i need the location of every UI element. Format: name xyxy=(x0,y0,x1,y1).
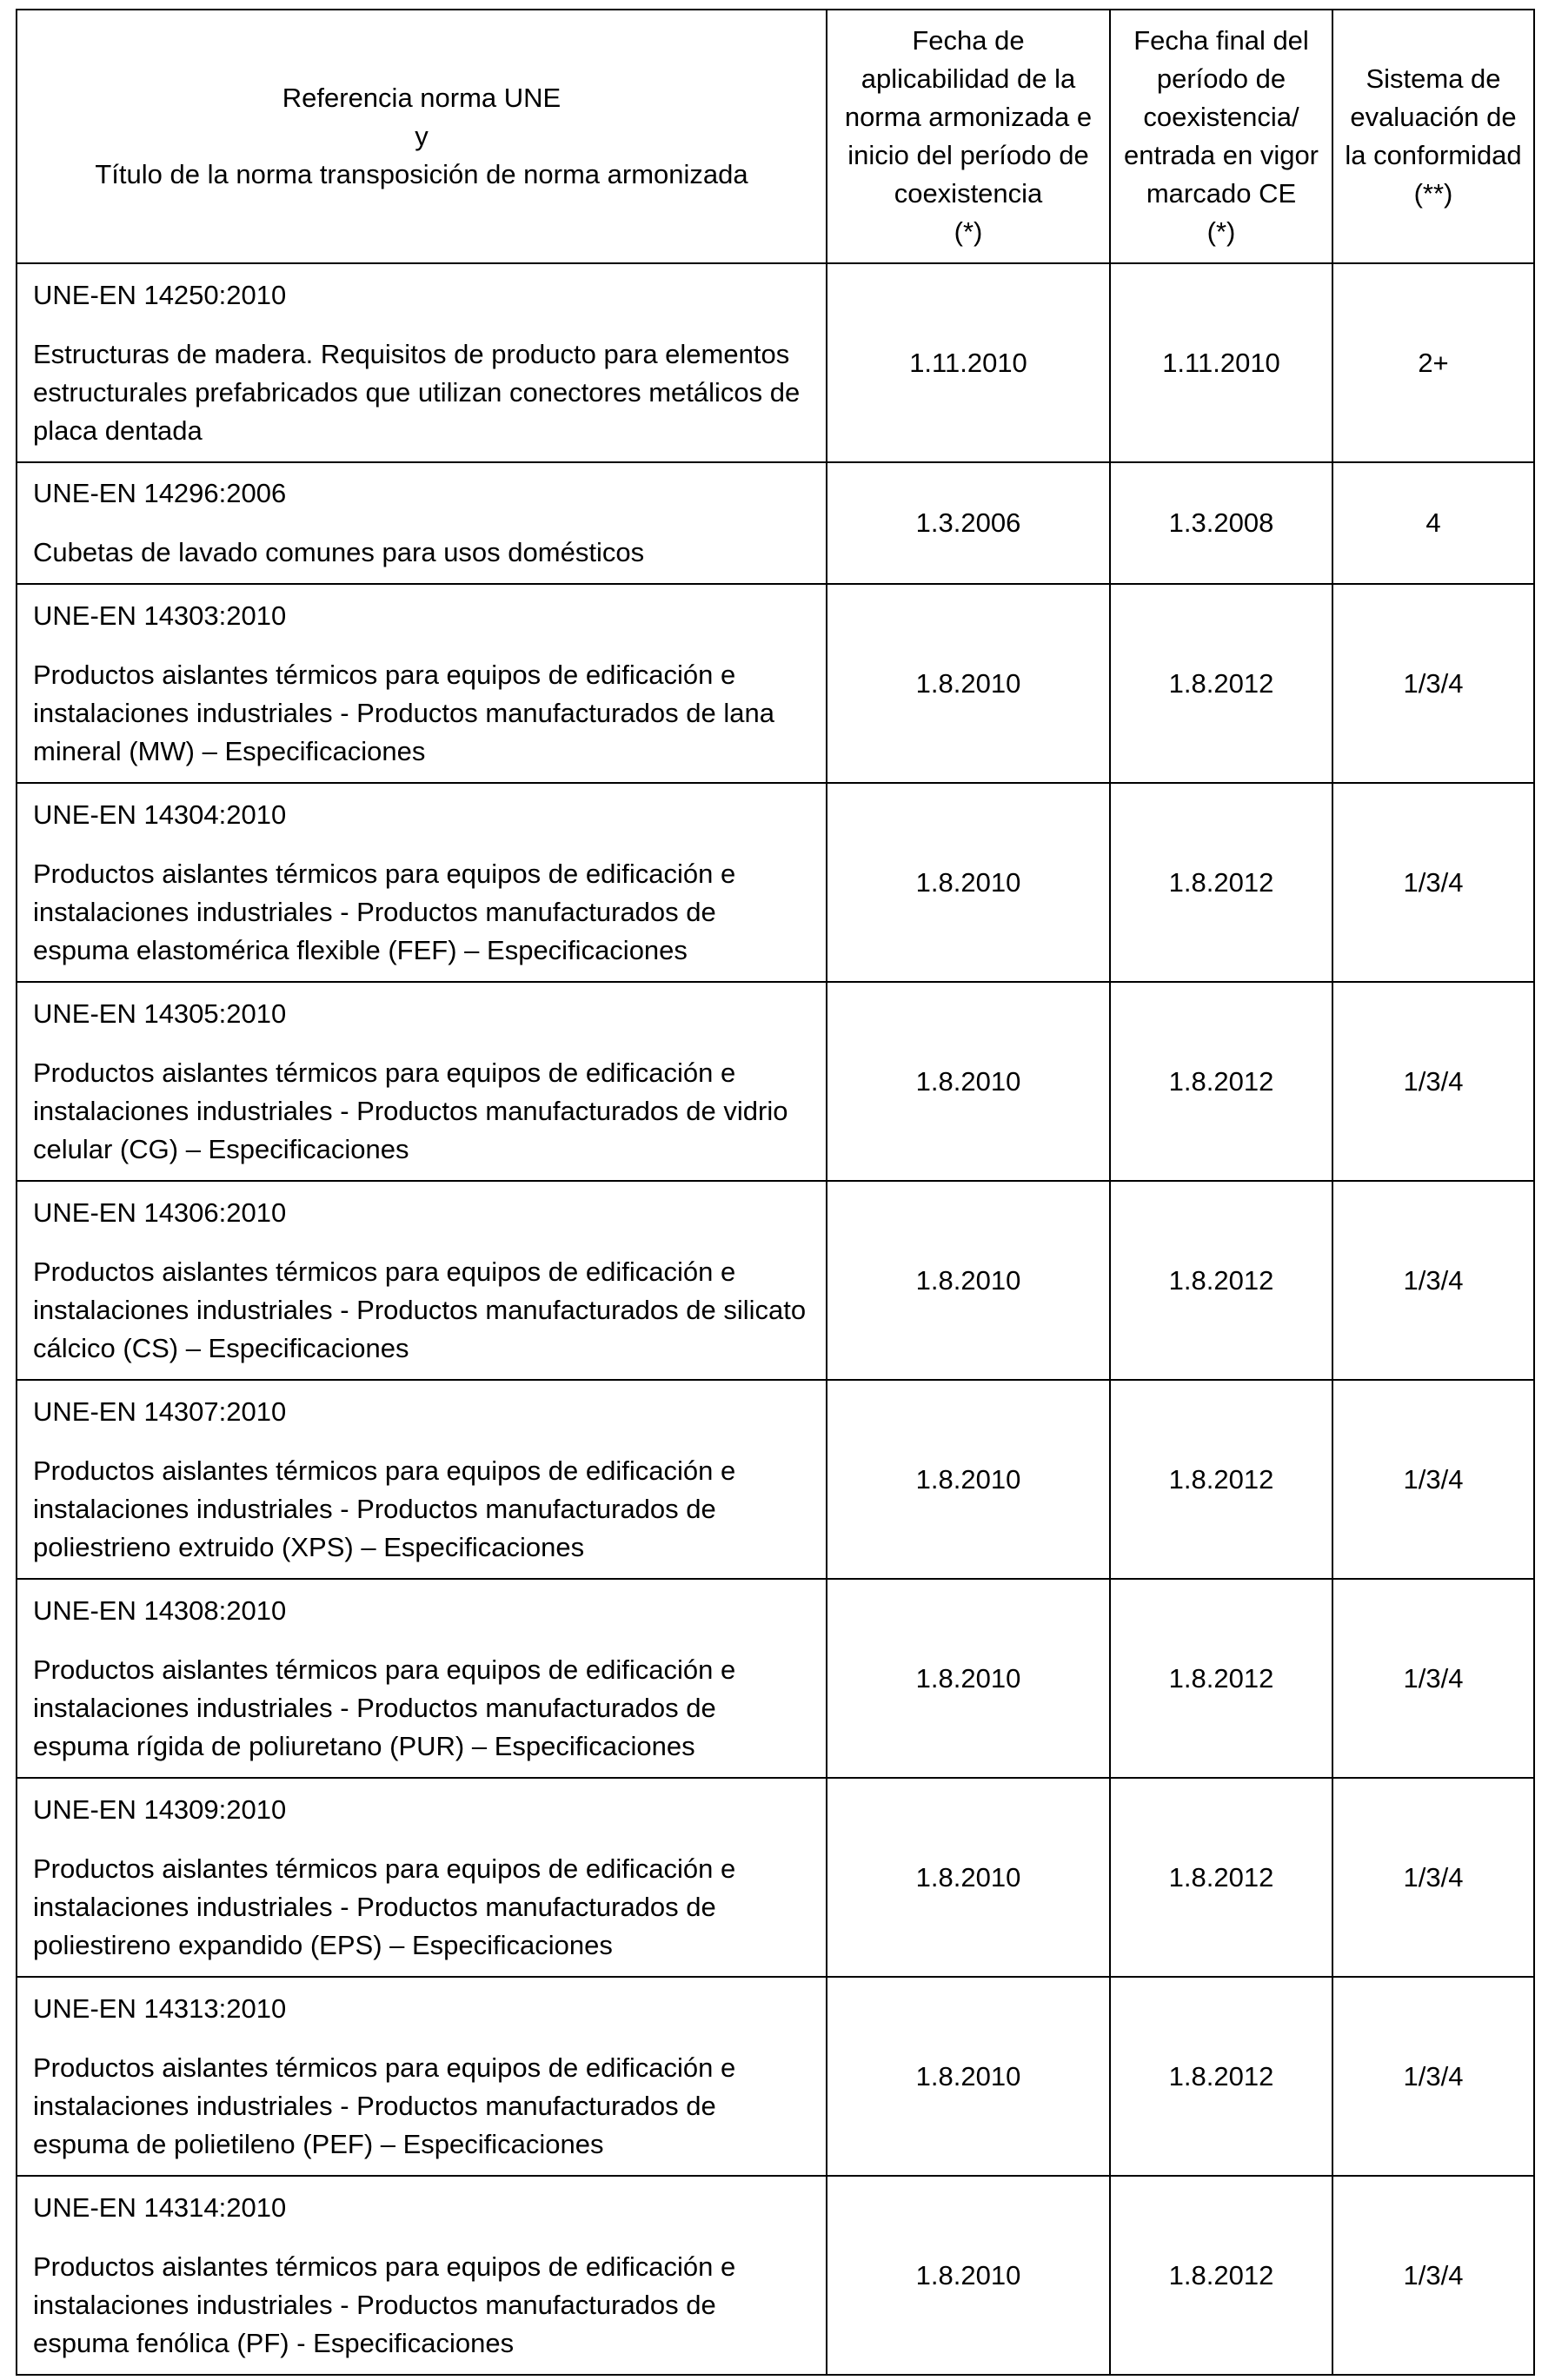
applicability-date: 1.8.2010 xyxy=(827,1579,1110,1778)
applicability-date: 1.8.2010 xyxy=(827,1181,1110,1380)
header-reference xyxy=(17,10,827,263)
conformity-system: 1/3/4 xyxy=(1332,2176,1534,2375)
reference-cell xyxy=(17,1181,827,1380)
header-conformity-line: la conformidad xyxy=(1345,140,1522,170)
header-end-coexistence-line: marcado CE xyxy=(1146,178,1297,209)
reference-cell xyxy=(17,1977,827,2176)
table-row xyxy=(17,2176,1534,2375)
end-coexistence-date: 1.8.2012 xyxy=(1110,1778,1332,1977)
end-coexistence-date: 1.8.2012 xyxy=(1110,982,1332,1181)
standard-code: UNE-EN 14304:2010 xyxy=(33,799,287,830)
header-end-coexistence-line: período de xyxy=(1156,63,1286,94)
header-applicability-line: (*) xyxy=(954,216,983,247)
header-applicability-line: coexistencia xyxy=(894,178,1043,209)
reference-cell xyxy=(17,263,827,462)
standard-title: Productos aislantes térmicos para equipos de edificación e instalaciones industriales - Productos manufacturados de vidrio celular (CG) – Especificaciones xyxy=(33,1057,788,1164)
applicability-date: 1.8.2010 xyxy=(827,1977,1110,2176)
table-row xyxy=(17,1380,1534,1579)
table-row xyxy=(17,584,1534,783)
header-conformity-system xyxy=(1332,10,1534,263)
conformity-system: 1/3/4 xyxy=(1332,1977,1534,2176)
standard-code: UNE-EN 14308:2010 xyxy=(33,1594,287,1626)
applicability-date: 1.8.2010 xyxy=(827,982,1110,1181)
end-coexistence-date: 1.3.2008 xyxy=(1110,462,1332,584)
reference-cell xyxy=(17,982,827,1181)
header-end-coexistence-line: coexistencia/ xyxy=(1143,102,1299,132)
conformity-system: 1/3/4 xyxy=(1332,982,1534,1181)
conformity-system: 1/3/4 xyxy=(1332,1380,1534,1579)
table-row xyxy=(17,1778,1534,1977)
end-coexistence-date: 1.8.2012 xyxy=(1110,1977,1332,2176)
standard-code: UNE-EN 14313:2010 xyxy=(33,1992,287,2024)
header-applicability-line: norma armonizada e xyxy=(844,102,1093,132)
header-applicability-line: Fecha de xyxy=(912,25,1025,56)
standard-code: UNE-EN 14307:2010 xyxy=(33,1396,287,1427)
standard-title: Productos aislantes térmicos para equipos de edificación e instalaciones industriales - Productos manufacturados de espuma de polietileno (PEF) – Especificaciones xyxy=(33,2052,736,2159)
header-applicability-date xyxy=(827,10,1110,263)
end-coexistence-date: 1.8.2012 xyxy=(1110,2176,1332,2375)
standard-title: Productos aislantes térmicos para equipos de edificación e instalaciones industriales - Productos manufacturados de lana mineral (MW) – Especificaciones xyxy=(33,659,774,766)
header-end-coexistence-line: (*) xyxy=(1206,216,1236,247)
applicability-date: 1.8.2010 xyxy=(827,2176,1110,2375)
table-row xyxy=(17,1579,1534,1778)
header-conformity-line: Sistema de xyxy=(1366,63,1501,94)
standards-table xyxy=(16,9,1535,2376)
reference-cell xyxy=(17,1380,827,1579)
header-reference-line1: Referencia norma UNE xyxy=(282,83,562,113)
standard-title: Cubetas de lavado comunes para usos domésticos xyxy=(33,537,645,567)
end-coexistence-date: 1.11.2010 xyxy=(1110,263,1332,462)
conformity-system: 1/3/4 xyxy=(1332,783,1534,982)
reference-cell xyxy=(17,783,827,982)
standard-code: UNE-EN 14250:2010 xyxy=(33,279,287,310)
conformity-system: 1/3/4 xyxy=(1332,1181,1534,1380)
standard-code: UNE-EN 14314:2010 xyxy=(33,2191,287,2223)
standard-code: UNE-EN 14303:2010 xyxy=(33,600,287,631)
reference-cell xyxy=(17,584,827,783)
header-applicability-line: aplicabilidad de la xyxy=(861,63,1076,94)
standard-code: UNE-EN 14305:2010 xyxy=(33,998,287,1029)
table-row xyxy=(17,462,1534,584)
table-header xyxy=(17,10,1534,263)
applicability-date: 1.8.2010 xyxy=(827,1380,1110,1579)
applicability-date: 1.11.2010 xyxy=(827,263,1110,462)
end-coexistence-date: 1.8.2012 xyxy=(1110,584,1332,783)
header-conformity-line: evaluación de xyxy=(1350,102,1517,132)
applicability-date: 1.8.2010 xyxy=(827,1778,1110,1977)
table-row xyxy=(17,1181,1534,1380)
reference-cell xyxy=(17,462,827,584)
table-row xyxy=(17,982,1534,1181)
conformity-system: 2+ xyxy=(1332,263,1534,462)
standard-title: Productos aislantes térmicos para equipos de edificación e instalaciones industriales - Productos manufacturados de poliestrieno extruido (XPS) – Especificaciones xyxy=(33,1455,736,1562)
end-coexistence-date: 1.8.2012 xyxy=(1110,1579,1332,1778)
table-body xyxy=(17,263,1534,2375)
standard-code: UNE-EN 14309:2010 xyxy=(33,1793,287,1825)
applicability-date: 1.8.2010 xyxy=(827,584,1110,783)
standard-title: Estructuras de madera. Requisitos de producto para elementos estructurales prefabricados que utilizan conectores metálicos de placa dentada xyxy=(33,338,801,446)
table-row xyxy=(17,783,1534,982)
header-reference-line3: Título de la norma transposición de norma armonizada xyxy=(95,159,748,189)
conformity-system: 1/3/4 xyxy=(1332,584,1534,783)
reference-cell xyxy=(17,1579,827,1778)
end-coexistence-date: 1.8.2012 xyxy=(1110,783,1332,982)
reference-cell xyxy=(17,1778,827,1977)
end-coexistence-date: 1.8.2012 xyxy=(1110,1181,1332,1380)
header-end-coexistence-line: entrada en vigor xyxy=(1123,140,1319,170)
table-row xyxy=(17,1977,1534,2176)
standard-code: UNE-EN 14306:2010 xyxy=(33,1197,287,1228)
standard-title: Productos aislantes térmicos para equipos de edificación e instalaciones industriales - Productos manufacturados de silicato cálcico (CS) – Especificaciones xyxy=(33,1256,807,1363)
reference-cell xyxy=(17,2176,827,2375)
applicability-date: 1.3.2006 xyxy=(827,462,1110,584)
header-conformity-line: (**) xyxy=(1413,178,1453,209)
header-row xyxy=(17,10,1534,263)
standard-title: Productos aislantes térmicos para equipos de edificación e instalaciones industriales - Productos manufacturados de espuma fenólica (PF) - Especificaciones xyxy=(33,2251,736,2358)
conformity-system: 1/3/4 xyxy=(1332,1579,1534,1778)
standard-title: Productos aislantes térmicos para equipos de edificación e instalaciones industriales - Productos manufacturados de poliestireno expandido (EPS) – Especificaciones xyxy=(33,1853,736,1960)
header-end-coexistence-date xyxy=(1110,10,1332,263)
header-reference-line2: y xyxy=(415,121,429,151)
applicability-date: 1.8.2010 xyxy=(827,783,1110,982)
conformity-system: 1/3/4 xyxy=(1332,1778,1534,1977)
header-end-coexistence-line: Fecha final del xyxy=(1133,25,1309,56)
end-coexistence-date: 1.8.2012 xyxy=(1110,1380,1332,1579)
conformity-system: 4 xyxy=(1332,462,1534,584)
header-applicability-line: inicio del período de xyxy=(847,140,1089,170)
standard-title: Productos aislantes térmicos para equipos de edificación e instalaciones industriales - Productos manufacturados de espuma rígida de poliuretano (PUR) – Especificaciones xyxy=(33,1654,736,1761)
standard-code: UNE-EN 14296:2006 xyxy=(33,478,287,508)
table-row xyxy=(17,263,1534,462)
standard-title: Productos aislantes térmicos para equipos de edificación e instalaciones industriales - Productos manufacturados de espuma elastomérica flexible (FEF) – Especificaciones xyxy=(33,858,736,965)
